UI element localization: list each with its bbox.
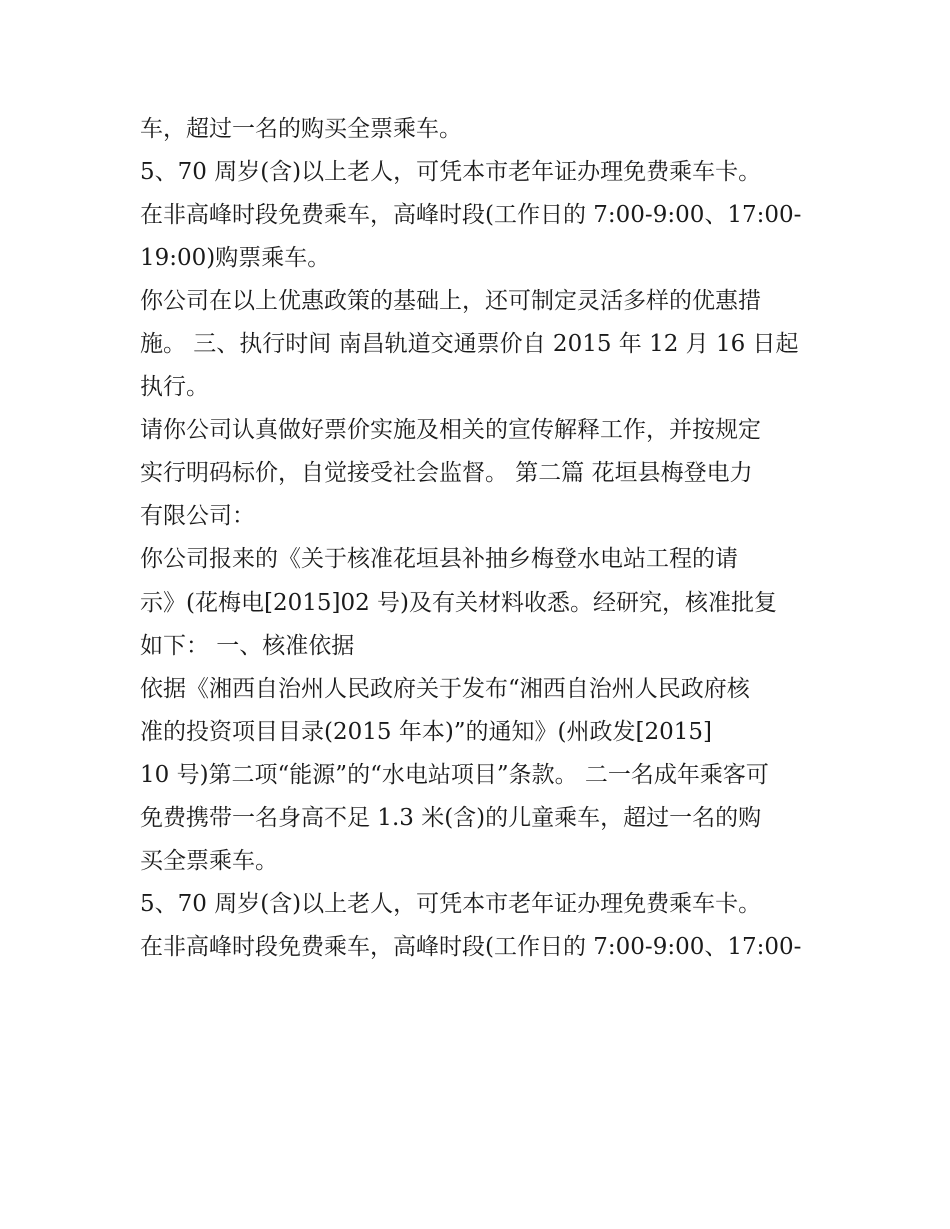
text-line: 你公司在以上优惠政策的基础上，还可制定灵活多样的优惠措 bbox=[140, 288, 761, 315]
text-line: 实行明码标价，自觉接受社会监督。 第二篇 花垣县梅登电力 bbox=[140, 460, 753, 487]
text-line: 在非高峰时段免费乘车，高峰时段(工作日的 7:00-9:00、17:00- bbox=[140, 202, 802, 229]
text-line: 施。 三、执行时间 南昌轨道交通票价自 2015 年 12 月 16 日起 bbox=[140, 331, 799, 358]
document-body bbox=[140, 108, 820, 969]
text-line: 有限公司： bbox=[140, 503, 255, 530]
text-line: 19:00)购票乘车。 bbox=[140, 245, 331, 272]
text-line: 你公司报来的《关于核准花垣县补抽乡梅登水电站工程的请 bbox=[140, 546, 738, 573]
text-line: 5、70 周岁(含)以上老人，可凭本市老年证办理免费乘车卡。 bbox=[140, 890, 762, 917]
text-line: 执行。 bbox=[140, 374, 209, 401]
text-line: 请你公司认真做好票价实施及相关的宣传解释工作，并按规定 bbox=[140, 417, 761, 444]
text-line: 10 号)第二项“能源”的“水电站项目”条款。 二一名成年乘客可 bbox=[140, 761, 769, 788]
text-line: 在非高峰时段免费乘车，高峰时段(工作日的 7:00-9:00、17:00- bbox=[140, 933, 802, 960]
text-line: 买全票乘车。 bbox=[140, 847, 278, 874]
text-line: 车，超过一名的购买全票乘车。 bbox=[140, 116, 462, 142]
text-line: 准的投资项目目录(2015 年本)”的通知》(州政发[2015] bbox=[140, 718, 713, 745]
text-line: 示》(花梅电[2015]02 号)及有关材料收悉。经研究，核准批复 bbox=[140, 589, 778, 616]
text-line: 如下： 一、核准依据 bbox=[140, 632, 355, 659]
text-line: 5、70 周岁(含)以上老人，可凭本市老年证办理免费乘车卡。 bbox=[140, 159, 762, 186]
text-line: 免费携带一名身高不足 1.3 米(含)的儿童乘车，超过一名的购 bbox=[140, 804, 762, 831]
text-line: 依据《湘西自治州人民政府关于发布“湘西自治州人民政府核 bbox=[140, 675, 750, 702]
